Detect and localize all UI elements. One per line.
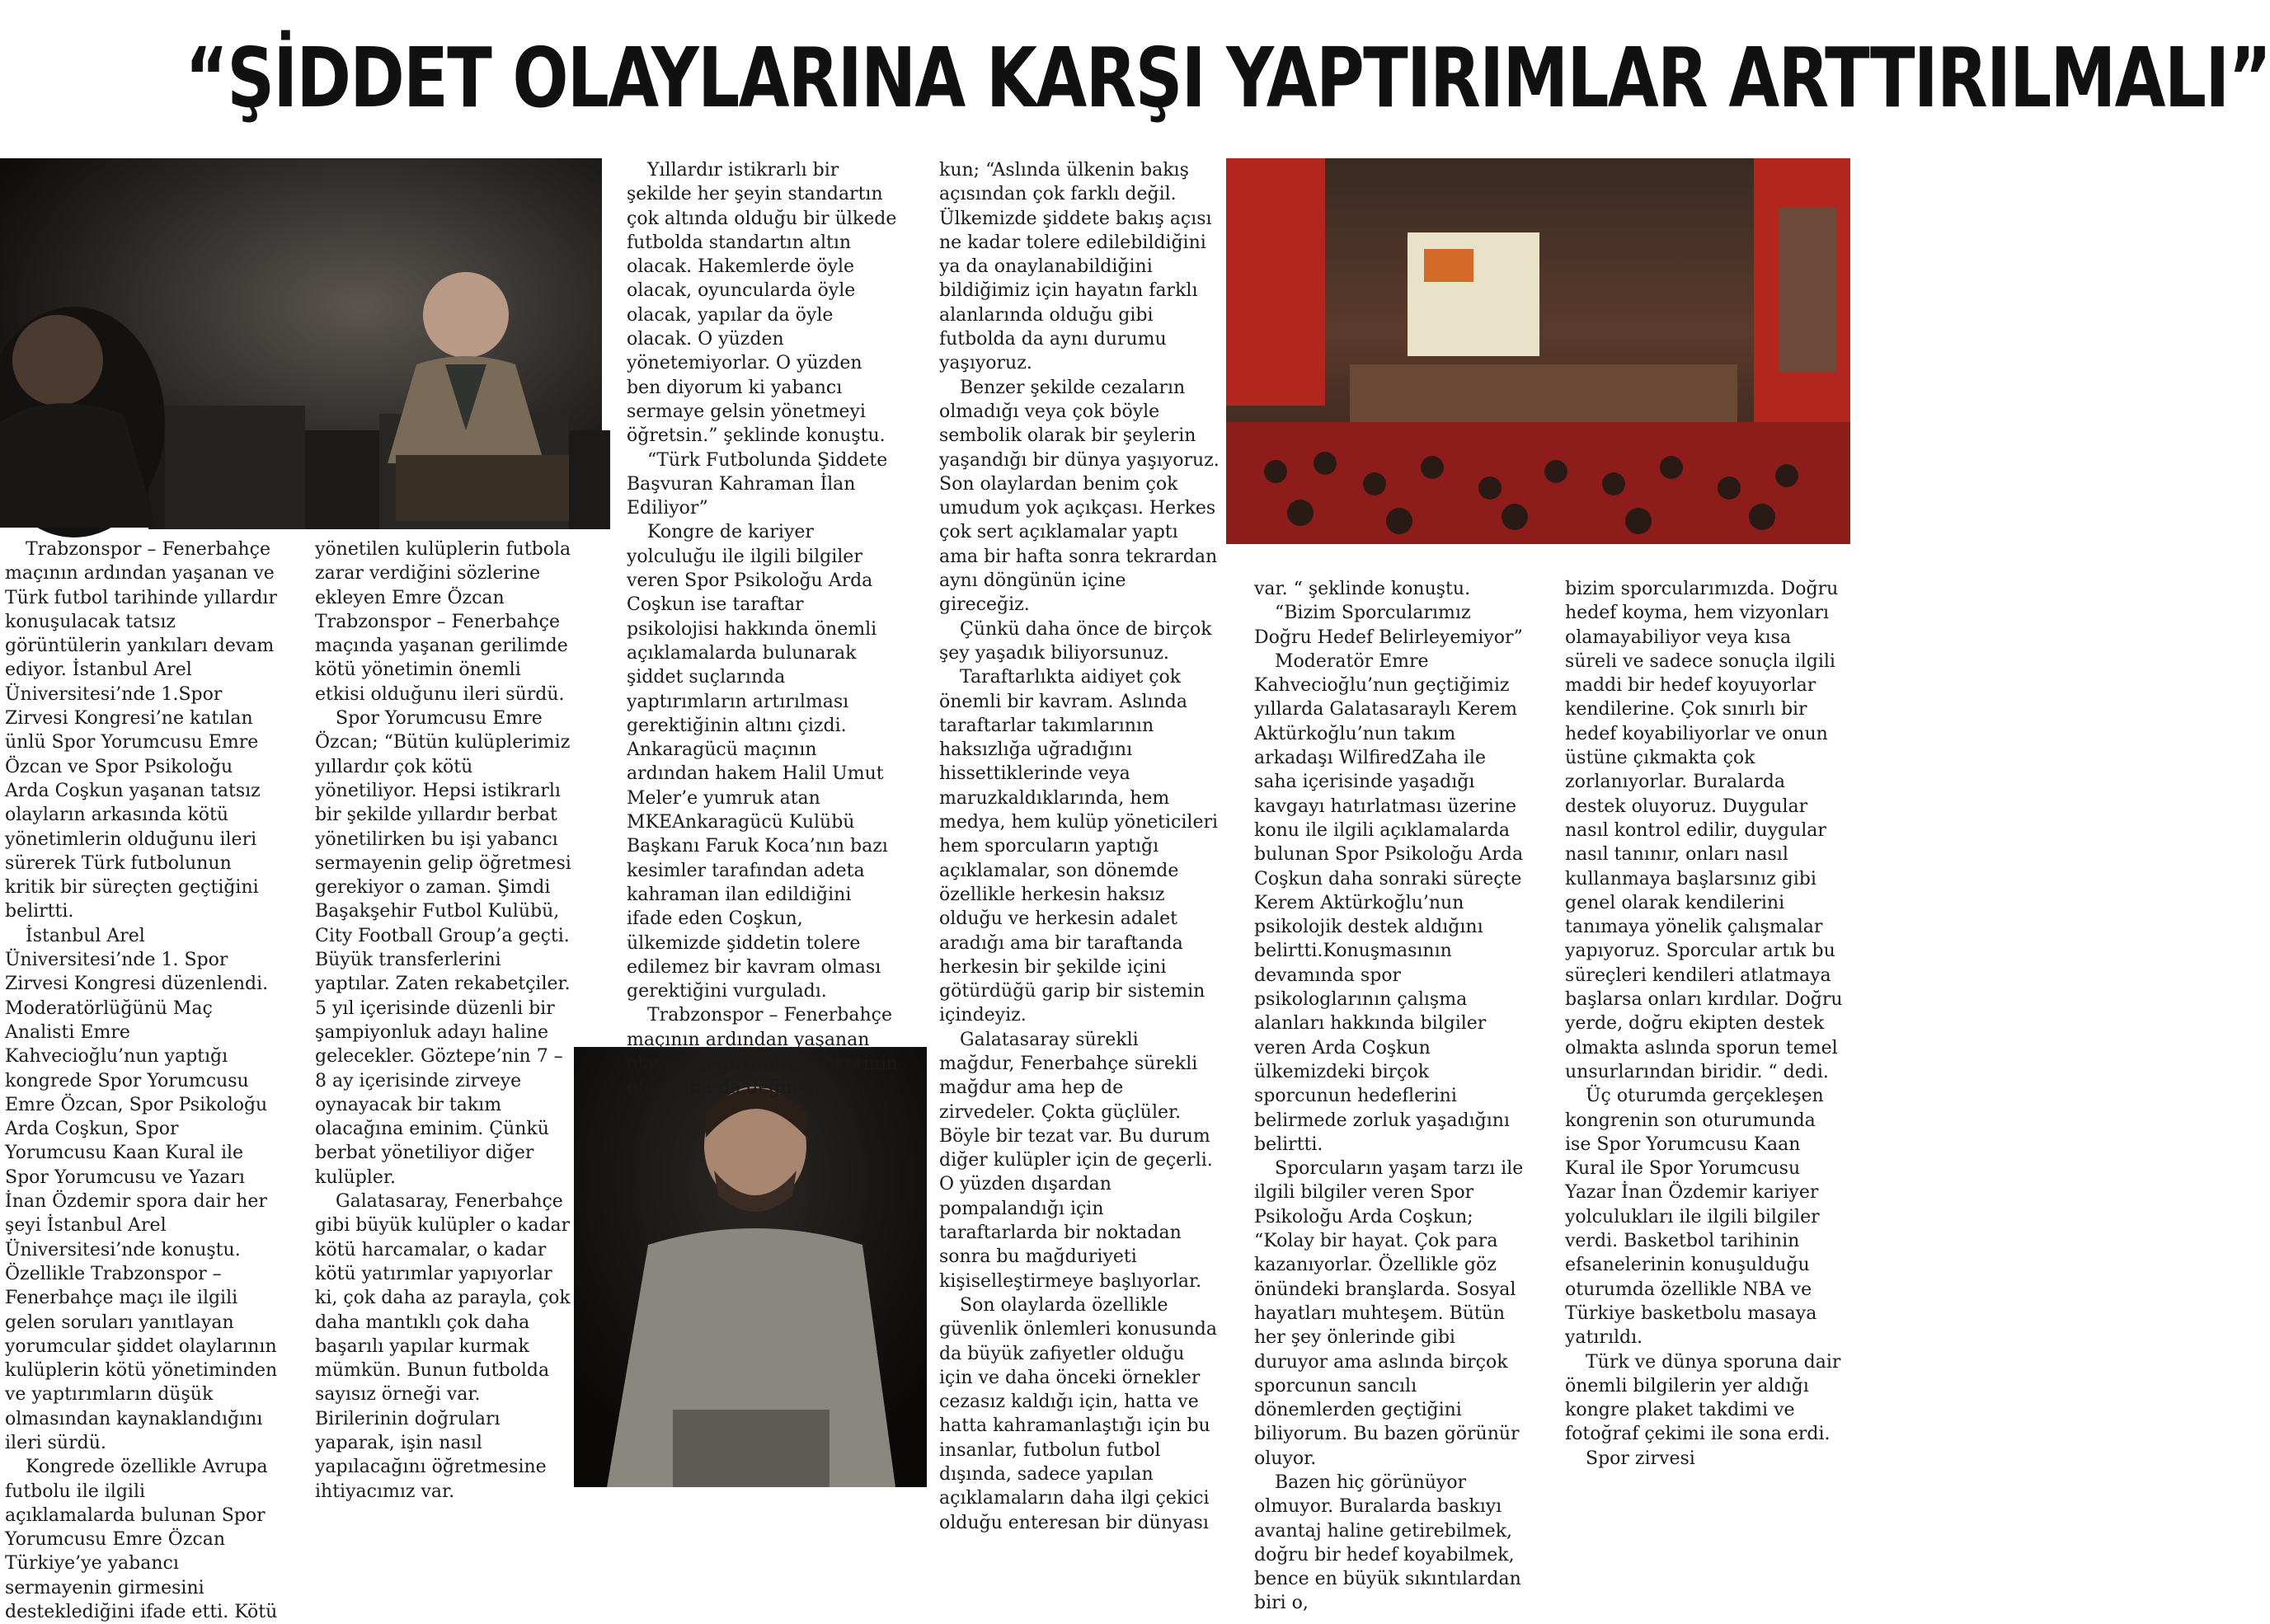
subheading: “Bizim Sporcularımız Doğru Hedef Belirleyemiyor” xyxy=(1254,603,1523,648)
paragraph: Taraftarlıkta aidiyet çok önemli bir kavram. Aslında taraftarlar takımlarının haksızlığa uğradığını hissettiklerinde veya maruzkaldıklarında, hem medya, hem kulüp yöneticileri hem sporcuların yaptığı açıklamalar, son dönemde özellikle herkesin haksız olduğu ve herkesin adalet aradığı ama bir taraftanda herkesin bir şekilde içini götürdüğü garip bir sistemin içindeyiz. xyxy=(939,667,1219,1026)
headline: “ŞİDDET OLAYLARINA KARŞI YAPTIRIMLAR ARTTIRILMALI” xyxy=(185,30,2270,126)
paragraph: Spor zirvesi xyxy=(1586,1448,1695,1469)
paragraph: Galatasaray, Fenerbahçe gibi büyük kulüpler o kadar kötü harcamalar, o kadar kötü yatırımlar yapıyorlar ki, çok daha az parayla, çok daha mantıklı çok daha başarılı yapılar kurmak mümkün. Bunun futbolda sayısız örneği var. Birilerinin doğruları yaparak, işin nasıl yapılacağını öğretmesine ihtiyacımız var. xyxy=(315,1191,571,1502)
paragraph: Türk ve dünya sporuna dair önemli bilgilerin yer aldığı kongre plaket takdimi ve fotoğraf çekimi ile sona erdi. xyxy=(1565,1351,1841,1445)
speaker-interview-photo xyxy=(0,158,602,528)
paragraph: Sporcuların yaşam tarzı ile ilgili bilgiler veren Spor Psikoloğu Arda Coşkun; “Kolay bir hayat. Çok para kazanıyorlar. Özellikle göz önündeki branşlarda. Sosyal hayatları muhteşem. Bütün her şey önlerinde gibi duruyor ama aslında birçok sporcunun sancılı dönemlerden geçtiğini biliyorum. Bu bazen görünür oluyor. xyxy=(1254,1158,1524,1469)
paragraph: Kongrede özellikle Avrupa futbolu ile ilgili açıklamalarda bulunan Spor Yorumcusu Emre Özcan Türkiye’ye yabancı sermayenin girmesini desteklediğini ifade etti. Kötü xyxy=(5,1457,278,1623)
paragraph: Çünkü daha önce de birçok şey yaşadık biliyorsunuz. xyxy=(939,618,1212,664)
paragraph: Galatasaray sürekli mağdur, Fenerbahçe sürekli mağdur ama hep de zirvedeler. Çokta güçlüler. Böyle bir tezat var. Bu durum diğer kulüpler için de geçerli. O yüzden dışardan pompalandığı için taraftarlarda bir noktadan sonra bu mağduriyeti kişiselleştirmeye başlıyorlar. xyxy=(939,1029,1213,1292)
paragraph: Moderatör Emre Kahvecioğlu’nun geçtiğimiz yıllarda Galatasaraylı Kerem Aktürkoğlu’nun takım arkadaşı WilfiredZaha ile saha içerisinde yaşadığı kavgayı hatırlatması üzerine konu ile ilgili açıklamalarda bulunan Spor Psikoloğu Arda Coşkun daha sonraki süreçte Kerem Aktürkoğlu’nun psikolojik destek aldığını belirtti.Konuşmasının devamında spor psikologlarının çalışma alanları hakkında bilgiler veren Arda Coşkun ülkemizdeki birçok sporcunun hedeflerini belirmede zorluk yaşadığını belirtti. xyxy=(1254,650,1524,1155)
paragraph: Spor Yorumcusu Emre Özcan; “Bütün kulüplerimiz yıllardır çok kötü yönetiliyor. Hepsi istikrarlı bir şekilde yıllardır berbat yönetilirken bu işi yabancı sermayenin gelip öğretmesi gerekiyor o zaman. Şimdi Başakşehir Futbol Kulübü, City Football Group’a geçti. Büyük transferlerini yaptılar. Zaten rekabetçiler. 5 yıl içerisinde düzenli bir şampiyonluk adayı haline gelecekler. Göztepe’nin 7 – 8 ay içerisinde zirveye oynayacak bir takım olacağına eminim. Çünkü berbat yönetiliyor diğer kulüpler. xyxy=(315,708,571,1188)
article-column-6 xyxy=(1565,577,1845,1471)
article-column-5 xyxy=(1254,577,1531,1616)
article-column-4 xyxy=(939,158,1220,1535)
article-column-3 xyxy=(627,158,899,1101)
paragraph: yönetilen kulüplerin futbola zarar verdiğini sözlerine ekleyen Emre Özcan Trabzonspor – Fenerbahçe maçında yaşanan gerilimde kötü yönetimin önemli etkisi olduğunu ileri sürdü. xyxy=(315,539,571,705)
article-column-2 xyxy=(315,537,576,1504)
paragraph: Bazen hiç görünüyor olmuyor. Buralarda baskıyı avantaj haline getirebilmek, doğru bir hedef koyabilmek, bence en büyük sıkıntılardan biri o, xyxy=(1254,1471,1521,1614)
article-column-1 xyxy=(5,537,280,1624)
paragraph: kun; “Aslında ülkenin bakış açısından çok farklı değil. Ülkemizde şiddete bakış açısı ne kadar tolere edilebildiğini ya da onaylanabildiğini bildiğimiz için hayatın farklı alanlarında olduğu gibi futbolda da aynı durumu yaşıyoruz. xyxy=(939,160,1212,374)
portrait-photo xyxy=(574,1047,927,1487)
paragraph: Üç oturumda gerçekleşen kongrenin son oturumunda ise Spor Yorumcusu Kaan Kural ile Spor Yorumcusu Yazar İnan Özdemir kariyer yolculukları ile ilgili bilgiler verdi. Basketbol tarihinin efsanelerinin konuşulduğu oturumda özellikle NBA ve Türkiye basketbolu masaya yatırıldı. xyxy=(1565,1086,1824,1349)
auditorium-photo xyxy=(1226,158,1850,544)
paragraph: Yıllardır istikrarlı bir şekilde her şeyin standartın çok altında olduğu bir ülkede futbolda standartın altın olacak. Hakemlerde öyle olacak, oyuncularda öyle olacak, yapılar da öyle olacak. O yüzden yönetemiyorlar. O yüzden ben diyorum ki yabancı sermaye gelsin yönetmeyi öğretsin.” şeklinde konuştu. xyxy=(627,160,897,447)
paragraph: Son olaylarda özellikle güvenlik önlemleri konusunda da büyük zafiyetler olduğu için ve daha önceki örnekler cezasız kaldığı için, hatta ve hatta kahramanlaştığı için bu insanlar, futbolun futbol dışında, sadece yapılan açıklamaların daha ilgi çekici olduğu enteresan bir dünyası xyxy=(939,1294,1217,1533)
paragraph: bizim sporcularımızda. Doğru hedef koyma, hem vizyonları olamayabiliyor veya kısa süreli ve sadece sonuçla ilgili maddi bir hedef koyuyorlar kendilerine. Çok sınırlı bir hedef koyabiliyorlar ve onun üstüne çıkmakta çok zorlanıyorlar. Buralarda destek oluyoruz. Duygular nasıl kontrol edilir, duygular nasıl tanınır, onları nasıl kullanmaya başlarsınız gibi genel olarak kendilerini tanımaya yönelik çalışmalar yapıyoruz. Sporcular artık bu süreçleri kendileri atlatmaya başlarsa onları kırdılar. Doğru yerde, doğru ekipten destek olmakta aslında sporun temel unsurlarından biridir. “ dedi. xyxy=(1565,579,1843,1082)
paragraph: Benzer şekilde cezaların olmadığı veya çok böyle sembolik olarak bir şeylerin yaşandığı bir dünya yaşıyoruz. Son olaylardan benim çok umudum yok açıkçası. Herkes çok sert açıklamalar yaptı ama bir hafta sonra tekrardan aynı döngünün içine gireceğiz. xyxy=(939,377,1220,616)
paragraph: İstanbul Arel Üniversitesi’nde 1. Spor Zirvesi Kongresi düzenlendi. Moderatörlüğünü Maç Analisti Emre Kahvecioğlu’nun yaptığı kongrede Spor Yorumcusu Emre Özcan, Spor Psikoloğu Arda Coşkun, Spor Yorumcusu Kaan Kural ile Spor Yorumcusu ve Yazarı İnan Özdemir spora dair her şeyi İstanbul Arel Üniversitesi’nde konuştu. Özellikle Trabzonspor – Fenerbahçe maçı ile ilgili gelen soruları yanıtlayan yorumcular şiddet olaylarının kulüplerin kötü yönetiminden ve yaptırımların düşük olmasından kaynaklandığını ileri sürdü. xyxy=(5,925,278,1453)
subheading: “Türk Futbolunda Şiddete Başvuran Kahraman İlan Ediliyor” xyxy=(627,449,888,519)
paragraph: var. “ şeklinde konuştu. xyxy=(1254,579,1471,599)
paragraph: Trabzonspor – Fenerbahçe maçının ardından yaşanan olaylarda güvenlik zafiyetinin olduğuna da değinen Coş- xyxy=(627,1005,899,1099)
paragraph: Trabzonspor – Fenerbahçe maçının ardından yaşanan ve Türk futbol tarihinde yıllardır konuşulacak tatsız görüntülerin yankıları devam ediyor. İstanbul Arel Üniversitesi’nde 1.Spor Zirvesi Kongresi’ne katılan ünlü Spor Yorumcusu Emre Özcan ve Spor Psikoloğu Arda Coşkun yaşanan tatsız olayların arkasında kötü yönetimlerin olduğunu ileri sürerek Türk futbolunun kritik bir süreçten geçtiğini belirtti. xyxy=(5,539,277,922)
paragraph: Kongre de kariyer yolculuğu ile ilgili bilgiler veren Spor Psikoloğu Arda Coşkun ise taraftar psikolojisi hakkında önemli açıklamalarda bulunarak şiddet suçlarında yaptırımların artırılması gerektiğinin altını çizdi. Ankaragücü maçının ardından hakem Halil Umut Meler’e yumruk atan MKEAnkaragücü Kulübü Başkanı Faruk Koca’nın bazı kesimler tarafından adeta kahraman ilan edildiğini ifade eden Coşkun, ülkemizde şiddetin tolere edilemez bir kavram olması gerektiğini vurguladı. xyxy=(627,522,888,1002)
